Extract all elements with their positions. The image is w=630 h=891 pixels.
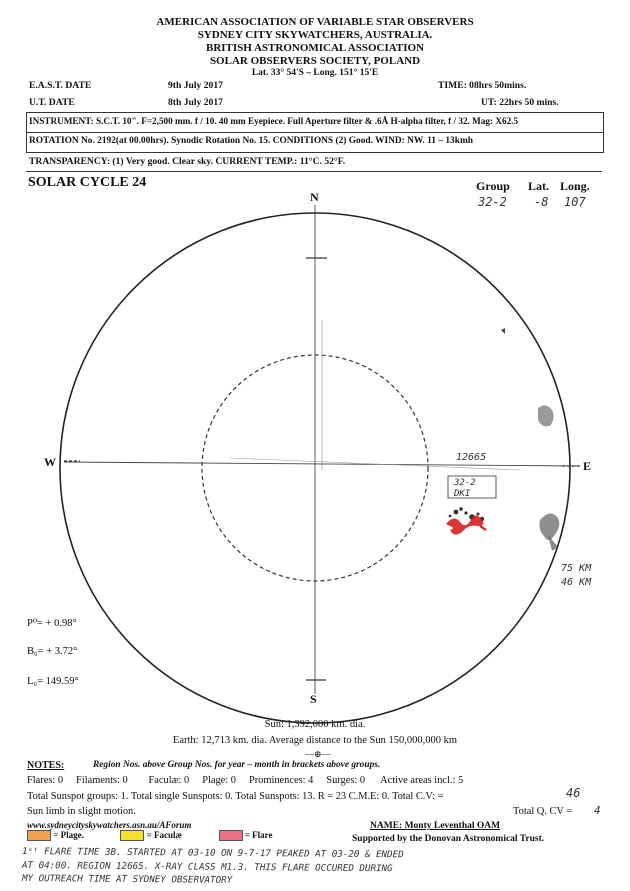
sunspot (449, 515, 452, 518)
east-date: 9th July 2017 (168, 80, 223, 91)
cv-value: 46 (566, 786, 581, 800)
faculae-label: = Faculæ (146, 830, 183, 840)
sunspot (477, 513, 480, 516)
flare-label: = Flare (244, 830, 273, 840)
sunspot (454, 510, 459, 515)
region-label: 12665 (456, 452, 487, 463)
distance-note-1: 75 KM (561, 563, 592, 574)
lat-header: Lat. (528, 179, 549, 193)
limb-motion: Sun limb in slight motion. (27, 806, 136, 817)
org-poland: SOLAR OBSERVERS SOCIETY, POLAND (209, 55, 421, 67)
solar-cycle-title: SOLAR CYCLE 24 (28, 175, 147, 190)
instrument-line: INSTRUMENT: S.C.T. 10". F=2,500 mm. f / 10. 40 mm Eyepiece. Full Aperture filter & .6Å H-alpha filter, f / 32. Mag: X62.5 (29, 116, 519, 126)
notes-label: NOTES: (27, 760, 65, 771)
prominence-1 (538, 405, 554, 426)
notes-text: Region Nos. above Group Nos. for year – month in brackets above groups. (93, 760, 381, 770)
org-sydney: SYDNEY CITY SKYWATCHERS, AUSTRALIA. (197, 29, 433, 41)
prominence-4 (501, 328, 505, 334)
handwritten-note-1: 1ˢᵗ FLARE TIME 3B. STARTED AT 03-10 ON 9-7-17 PEAKED AT 03-20 & ENDED (21, 846, 404, 861)
plage-swatch (27, 830, 51, 841)
west-label: W (44, 455, 56, 469)
long-header: Long. (560, 179, 590, 193)
org-aavso: AMERICAN ASSOCIATION OF VARIABLE STAR OBSERVERS (156, 16, 474, 28)
group-value: 32-2 (478, 195, 507, 209)
arrow-marker: —⊕— (305, 749, 331, 759)
flare-swatch (219, 830, 243, 841)
sunspot (459, 507, 463, 511)
handwritten-note-2: AT 04:00. REGION 12665. X-RAY CLASS M1.3. THIS FLARE OCCURED DURING (21, 860, 393, 875)
flare-marking (446, 515, 483, 534)
b0-angle: B₀= + 3.72° (27, 646, 78, 657)
sunspot-totals: Total Sunspot groups: 1. Total single Sunspots: 0. Total Sunspots: 13. R = 23 C.M.E: 0. Total C.V: = (27, 791, 444, 802)
east-label: E.A.S.T. DATE (29, 80, 92, 91)
handwritten-note-3: MY OUTREACH TIME AT SYDNEY OBSERVATORY (21, 873, 233, 886)
ut-date: 8th July 2017 (168, 97, 223, 108)
flare-marking-tail (480, 526, 486, 530)
website: www.sydneycityskywatchers.asn.au/AForum (27, 820, 192, 830)
group-box-sub: DKI (454, 489, 471, 499)
l0-angle: L₀= 149.59° (27, 676, 79, 687)
observer-location: Lat. 33° 54'S – Long. 151° 15'E (251, 68, 379, 78)
lat-value: -8 (534, 195, 549, 209)
east-time: TIME: 08hrs 50mins. (438, 80, 527, 91)
p0-angle: P⁰= + 0.98° (27, 618, 77, 629)
sun-diameter: Sun: 1,392,000 km. dia. (264, 719, 366, 730)
transparency-line: TRANSPARENCY: (1) Very good. Clear sky. CURRENT TEMP.: 11°C. 52°F. (29, 156, 346, 167)
prominence-2 (540, 513, 560, 540)
east-west-axis (64, 462, 578, 466)
earth-diameter: Earth: 12,713 km. dia. Average distance to the Sun 150,000,000 km (172, 735, 458, 746)
rotation-line: ROTATION No. 2192(at 00.00hrs). Synodic Rotation No. 15. CONDITIONS (2) Good. WIND: NW. 11 – 13kmh (29, 136, 473, 146)
long-value: 107 (564, 195, 586, 209)
group-header: Group (476, 179, 510, 193)
qcv-value: 4 (594, 804, 601, 817)
support-line: Supported by the Donovan Astronomical Trust. (352, 834, 545, 844)
sunspot (464, 511, 467, 514)
legend (27, 830, 272, 841)
faculae-swatch (120, 830, 144, 841)
qcv-label: Total Q. CV = (513, 806, 573, 817)
observer-name: NAME: Monty Leventhal OAM (370, 821, 501, 831)
ut-time: UT: 22hrs 50 mins. (481, 97, 559, 108)
ut-label: U.T. DATE (29, 97, 75, 108)
south-label: S (310, 692, 317, 706)
east-label: E (583, 459, 592, 473)
feature-counts: Flares: 0 Filaments: 0 Faculæ: 0 Plage: 0 Prominences: 4 Surges: 0 Active areas incl.: 5 (27, 775, 464, 786)
org-baa: BRITISH ASTRONOMICAL ASSOCIATION (205, 42, 425, 54)
north-label: N (310, 190, 319, 204)
group-box-label: 32-2 (454, 478, 476, 488)
distance-note-2: 46 KM (561, 577, 592, 588)
plage-label: = Plage. (53, 830, 84, 840)
